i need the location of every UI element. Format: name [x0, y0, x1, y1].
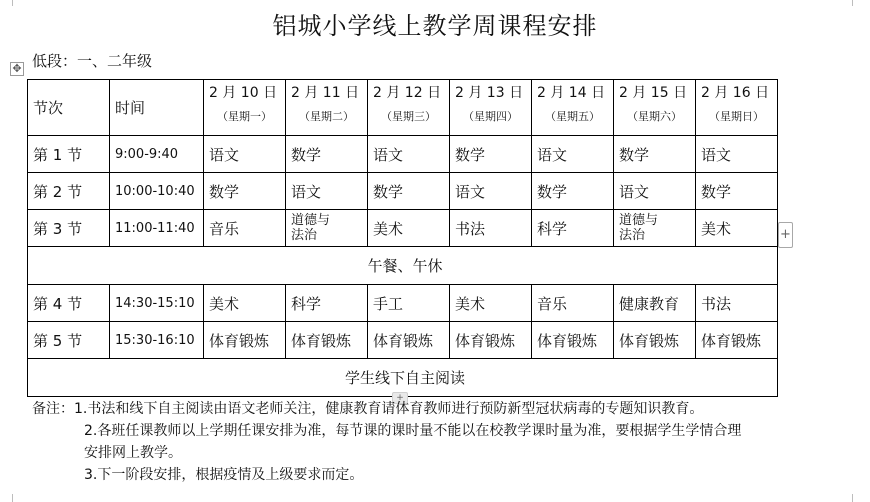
time-cell: 14:30-15:10 [110, 285, 204, 322]
subject-cell: 科学 [532, 210, 614, 247]
after-class-reading: 学生线下自主阅读 [28, 359, 778, 397]
time-cell: 9:00-9:40 [110, 136, 204, 173]
header-day-2 [286, 80, 368, 136]
header-weekday: （星期六） [627, 110, 682, 123]
subject-cell: 语文 [696, 136, 778, 173]
subject-cell: 语文 [368, 136, 450, 173]
add-row-button[interactable]: + [392, 392, 408, 404]
subject-cell: 音乐 [532, 285, 614, 322]
note-item: 3.下一阶段安排，根据疫情及上级要求而定。 [84, 467, 364, 483]
subject-cell [286, 210, 368, 247]
lunch-break: 午餐、午休 [28, 247, 778, 285]
header-date: 2 月 11 日 [291, 85, 360, 101]
subject-cell [614, 210, 696, 247]
header-weekday: （星期三） [381, 110, 436, 123]
subject-cell: 数学 [696, 173, 778, 210]
header-time: 时间 [110, 80, 204, 136]
time-cell: 15:30-16:10 [110, 322, 204, 359]
table-row [28, 322, 778, 359]
subject-cell: 书法 [696, 285, 778, 322]
period-cell: 第 5 节 [28, 322, 110, 359]
note-item: 2.各班任课教师以上学期任课安排为准，每节课的课时量不能以在校教学课时量为准，要根据学生学情合理 [84, 423, 742, 439]
subject-line: 法治 [291, 228, 318, 243]
document-title: 铝城小学线上教学周课程安排 [272, 12, 598, 40]
add-column-button[interactable]: + [778, 222, 793, 248]
notes-section [32, 398, 862, 486]
header-day-6 [614, 80, 696, 136]
subject-cell: 体育锻炼 [532, 322, 614, 359]
period-cell: 第 3 节 [28, 210, 110, 247]
subject-line: 道德与 [619, 213, 659, 228]
header-weekday: （星期一） [217, 110, 272, 123]
header-period: 节次 [28, 80, 110, 136]
subject-cell: 语文 [614, 173, 696, 210]
subject-line: 法治 [619, 228, 646, 243]
subject-cell: 体育锻炼 [450, 322, 532, 359]
subject-cell: 书法 [450, 210, 532, 247]
header-weekday: （星期四） [463, 110, 518, 123]
period-cell: 第 2 节 [28, 173, 110, 210]
subject-cell: 体育锻炼 [204, 322, 286, 359]
subject-cell: 语文 [204, 136, 286, 173]
note-line [32, 398, 862, 420]
note-item: 1.书法和线下自主阅读由语文老师关注，健康教育请体育教师进行预防新型冠状病毒的专题知识教育。 [74, 401, 704, 417]
table-row [28, 285, 778, 322]
header-weekday: （星期五） [545, 110, 600, 123]
subject-cell: 音乐 [204, 210, 286, 247]
header-date: 2 月 15 日 [619, 85, 688, 101]
subject-cell: 体育锻炼 [368, 322, 450, 359]
header-date: 2 月 16 日 [701, 85, 770, 101]
header-date: 2 月 14 日 [537, 85, 606, 101]
header-weekday: （星期日） [709, 110, 764, 123]
period-cell: 第 4 节 [28, 285, 110, 322]
subject-cell: 数学 [614, 136, 696, 173]
subject-cell: 美术 [204, 285, 286, 322]
lunch-break-row [28, 247, 778, 285]
subject-cell: 语文 [532, 136, 614, 173]
subject-cell: 体育锻炼 [614, 322, 696, 359]
subject-cell: 美术 [696, 210, 778, 247]
subject-cell: 数学 [450, 136, 532, 173]
subject-cell: 手工 [368, 285, 450, 322]
subject-cell: 数学 [368, 173, 450, 210]
period-cell: 第 1 节 [28, 136, 110, 173]
subject-cell: 健康教育 [614, 285, 696, 322]
subject-two-line [291, 213, 367, 243]
subject-cell: 体育锻炼 [696, 322, 778, 359]
subject-cell: 数学 [532, 173, 614, 210]
move-handle-icon[interactable]: ✥ [10, 62, 24, 76]
schedule-table [27, 79, 778, 397]
subject-cell: 数学 [286, 136, 368, 173]
header-day-7 [696, 80, 778, 136]
notes-prefix: 备注： [32, 401, 74, 417]
table-row [28, 210, 778, 247]
subject-cell: 语文 [450, 173, 532, 210]
header-weekday: （星期二） [299, 110, 354, 123]
subject-cell: 美术 [368, 210, 450, 247]
subject-line: 道德与 [291, 213, 331, 228]
header-day-3 [368, 80, 450, 136]
subject-cell: 科学 [286, 285, 368, 322]
subject-cell: 数学 [204, 173, 286, 210]
stage-label: 低段：一、二年级 [32, 52, 153, 70]
time-cell: 11:00-11:40 [110, 210, 204, 247]
time-cell: 10:00-10:40 [110, 173, 204, 210]
header-day-4 [450, 80, 532, 136]
subject-cell: 美术 [450, 285, 532, 322]
header-date: 2 月 12 日 [373, 85, 442, 101]
subject-cell: 体育锻炼 [286, 322, 368, 359]
after-class-reading-row [28, 359, 778, 397]
subject-two-line [619, 213, 695, 243]
table-row [28, 173, 778, 210]
subject-cell: 语文 [286, 173, 368, 210]
page-corner-mark [8, 494, 13, 502]
page-corner-mark [852, 494, 863, 502]
header-day-5 [532, 80, 614, 136]
header-date: 2 月 10 日 [209, 85, 278, 101]
header-date: 2 月 13 日 [455, 85, 524, 101]
note-item: 安排网上教学。 [84, 445, 182, 461]
table-header-row [28, 80, 778, 136]
header-day-1 [204, 80, 286, 136]
table-row [28, 136, 778, 173]
